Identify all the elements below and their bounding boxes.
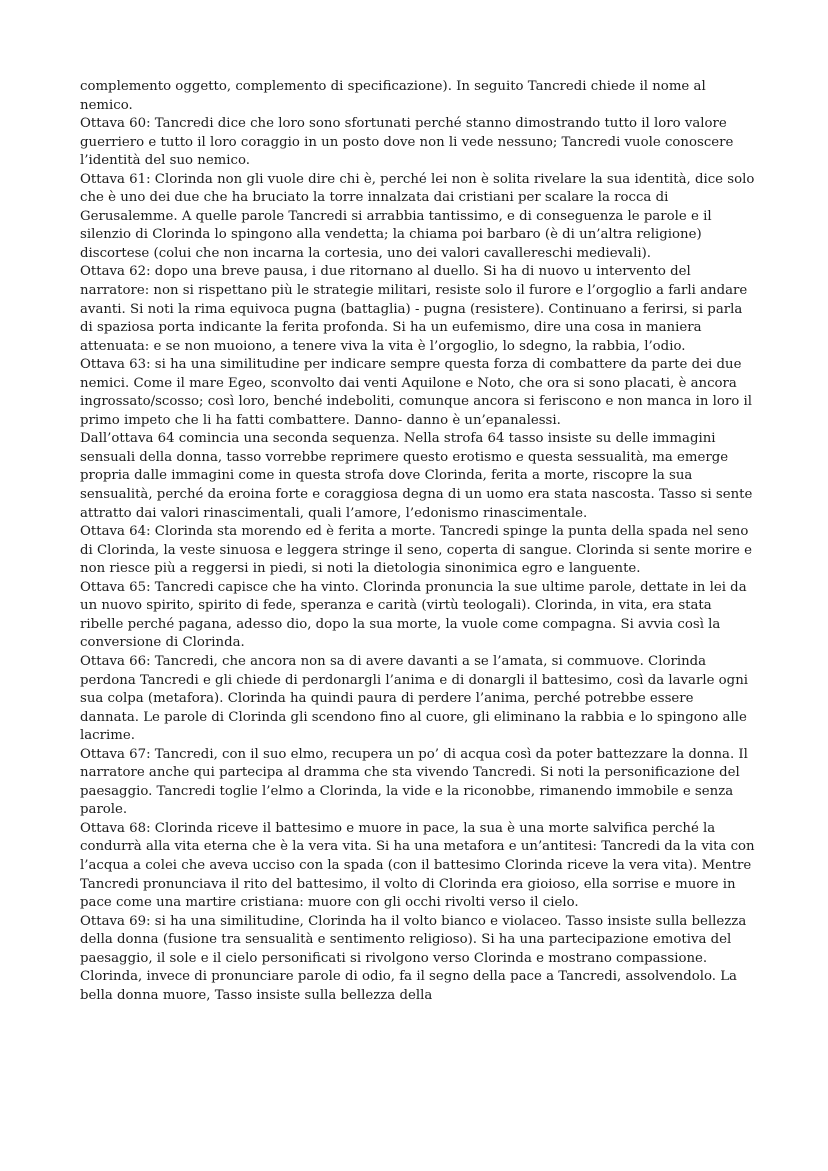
paragraph-ottava-68: Ottava 68: Clorinda riceve il battesimo e muore in pace, la sua è una morte salvifica perché la condurrà alla vita eterna che è la vera vita. Si ha una metafora e un’antitesi: Tancredi da la vita con l’acqua a colei che aveva ucciso con la spada (con il battesimo Clorinda riceve la vera vita). Mentre Tancredi pronunciava il rito del battesimo, il volto di Clorinda era gioioso, ella sorrise e muore in pace come una martire cristiana: muore con gli occhi rivolti verso il cielo. <box>80 820 755 911</box>
paragraph-ottava-66: Ottava 66: Tancredi, che ancora non sa di avere davanti a se l’amata, si commuove. Clorinda perdona Tancredi e gli chiede di perdonargli l’anima e di donargli il battesimo, così da lavarle ogni sua colpa (metafora). Clorinda ha quindi paura di perdere l’anima, perché potrebbe essere dannata. Le parole di Clorinda gli scendono fino al cuore, gli eliminano la rabbia e lo spingono alle lacrime. <box>80 653 749 744</box>
paragraph-ottava-61: Ottava 61: Clorinda non gli vuole dire chi è, perché lei non è solita rivelare la sua identità, dice solo che è uno dei due che ha bruciato la torre innalzata dai cristiani per scalare la rocca di Gerusalemme. A quelle parole Tancredi si arrabbia tantissimo, e di conseguenza le parole e il silenzio di Clorinda lo spingono alla vendetta; la chiama poi barbaro (è di un’altra religione) discortese (colui che non incarna la cortesia, uno dei valori cavallereschi medievali). <box>80 171 755 261</box>
paragraph-ottava-63: Ottava 63: si ha una similitudine per indicare sempre questa forza di combattere da parte dei due nemici. Come il mare Egeo, sconvolto dai venti Aquilone e Noto, che ora si sono placati, è ancora ingrossato/scosso; così loro, benché indeboliti, comunque ancora si feriscono e non manca in loro il primo impeto che li ha fatti combattere. Danno- danno è un’epanalessi. <box>80 357 753 428</box>
paragraph-seconda-sequenza: Dall’ottava 64 comincia una seconda sequenza. Nella strofa 64 tasso insiste su delle immagini sensuali della donna, tasso vorrebbe reprimere questo erotismo e questa sessualità, ma emerge propria dalle immagini come in questa strofa dove Clorinda, ferita a morte, riscopre la sua sensualità, perché da eroina forte e coraggiosa degna di un uomo era stata nascosta. Tasso si sente attratto dai valori rinascimentali, quali l’amore, l’edonismo rinascimentale. <box>80 431 753 521</box>
paragraph-ottava-60: Ottava 60: Tancredi dice che loro sono sfortunati perché stanno dimostrando tutto il loro valore guerriero e tutto il loro coraggio in un posto dove non li vede nessuno; Tancredi vuole conoscere l’identità del suo nemico. <box>80 116 734 169</box>
paragraph-ottava-67: Ottava 67: Tancredi, con il suo elmo, recupera un po’ di acqua così da poter battezzare la donna. Il narratore anche qui partecipa al dramma che sta vivendo Tancredi. Si noti la personificazione del paesaggio. Tancredi toglie l’elmo a Clorinda, la vide e la riconobbe, rimanendo immobile e senza parole. <box>80 746 748 818</box>
paragraph-ottava-65: Ottava 65: Tancredi capisce che ha vinto. Clorinda pronuncia la sue ultime parole, dettate in lei da un nuovo spirito, spirito di fede, speranza e carità (virtù teologali). Clorinda, in vita, era stata ribelle perché pagana, adesso dio, dopo la sua morte, la vuole come compagna. Si avvia così la conversione di Clorinda. <box>80 579 747 651</box>
paragraph-ottava-69: Ottava 69: si ha una similitudine, Clorinda ha il volto bianco e violaceo. Tasso insiste sulla bellezza della donna (fusione tra sensualità e sentimento religioso). Si ha una partecipazione emotiva del paesaggio, il sole e il cielo personificati si rivolgono verso Clorinda e mostrano compassione. Clorinda, invece di pronunciare parole di odio, fa il segno della pace a Tancredi, assolvendolo. La bella donna muore, Tasso insiste sulla bellezza della <box>80 913 747 1003</box>
document-page <box>80 78 755 1005</box>
paragraph-continuation: complemento oggetto, complemento di specificazione). In seguito Tancredi chiede il nome al nemico. <box>80 79 706 113</box>
paragraph-ottava-62: Ottava 62: dopo una breve pausa, i due ritornano al duello. Si ha di nuovo u intervento del narratore: non si rispettano più le strategie militari, resiste solo il furore e l’orgoglio a farli andare avanti. Si noti la rima equivoca pugna (battaglia) - pugna (resistere). Continuano a ferirsi, si parla di spaziosa porta indicante la ferita profonda. Si ha un eufemismo, dire una cosa in maniera attenuata: e se non muoiono, a tenere viva la vita è l’orgoglio, lo sdegno, la rabbia, l’odio. <box>80 264 748 354</box>
paragraph-ottava-64: Ottava 64: Clorinda sta morendo ed è ferita a morte. Tancredi spinge la punta della spada nel seno di Clorinda, la veste sinuosa e leggera stringe il seno, coperta di sangue. Clorinda si sente morire e non riesce più a reggersi in piedi, si noti la dietologia sinonimica egro e languente. <box>80 524 752 577</box>
